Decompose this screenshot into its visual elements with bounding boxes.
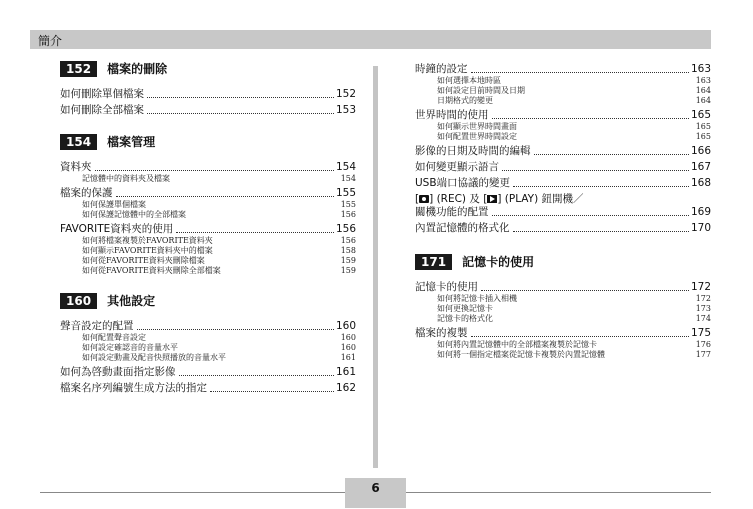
toc-entry-format[interactable]: 內置記憶體的格式化 170 xyxy=(415,222,711,234)
toc-subentry[interactable] xyxy=(415,96,711,106)
subentry-label: 日期格式的變更 xyxy=(437,96,493,105)
toc-subentry[interactable] xyxy=(415,294,711,304)
subentry-page: 156 xyxy=(340,210,356,219)
toc-subentry[interactable] xyxy=(415,86,711,96)
toc-entry[interactable] xyxy=(415,326,711,340)
dot-leader xyxy=(95,170,334,171)
subentry-label: 如何將一個指定檔案從記憶卡複製於內置記憶體 xyxy=(437,350,605,359)
toc-subentry[interactable] xyxy=(60,210,356,220)
toc-subentry[interactable] xyxy=(60,333,356,343)
entry-page: 154 xyxy=(335,161,356,173)
toc-subentry[interactable] xyxy=(415,340,711,350)
page-number-tab xyxy=(345,478,406,508)
subentry-label: 如何保護記憶體中的全部檔案 xyxy=(82,210,186,219)
play-icon xyxy=(487,195,497,203)
rec-play-line2: 關機功能的配置 xyxy=(415,206,489,218)
dot-leader xyxy=(492,215,689,216)
entry-page: 167 xyxy=(690,161,711,173)
page-header xyxy=(30,30,711,49)
subentry-label: 如何將記憶卡插入相機 xyxy=(437,294,517,303)
subentry-page: 159 xyxy=(340,256,356,265)
subentry-label: 如何配置聲音設定 xyxy=(82,333,146,342)
subentry-label: 如何從FAVORITE資料夾刪除全部檔案 xyxy=(82,266,221,275)
section-badge: 152 xyxy=(60,61,97,77)
toc-entry[interactable] xyxy=(60,186,356,200)
subentry-label: 如何設定確認音的音量水平 xyxy=(82,343,178,352)
section-badge: 160 xyxy=(60,293,97,309)
page-number: 6 xyxy=(371,481,380,495)
entry-label: 如何為啓動畫面指定影像 xyxy=(60,366,176,378)
dot-leader xyxy=(116,196,334,197)
entry-page: 156 xyxy=(335,223,356,235)
dot-leader xyxy=(176,232,334,233)
subentry-page: 172 xyxy=(695,294,711,303)
subentry-page: 155 xyxy=(340,200,356,209)
subentry-label: 如何從FAVORITE資料夾刪除檔案 xyxy=(82,256,205,265)
toc-subentry[interactable] xyxy=(60,266,356,276)
subentry-page: 173 xyxy=(695,304,711,313)
section-title: 檔案管理 xyxy=(107,135,156,149)
dot-leader xyxy=(179,375,334,376)
entry-page: 172 xyxy=(690,281,711,293)
section-gap xyxy=(60,276,356,292)
subentry-page: 176 xyxy=(695,340,711,349)
toc-subentry[interactable] xyxy=(415,350,711,360)
footer-rule-left xyxy=(40,492,345,493)
subentry-label: 如何設定目前時間及日期 xyxy=(437,86,525,95)
subentry-page: 160 xyxy=(340,333,356,342)
toc-entry[interactable] xyxy=(60,381,356,395)
subentry-label: 如何配置世界時間設定 xyxy=(437,132,517,141)
section-heading xyxy=(60,133,356,150)
dot-leader xyxy=(471,336,689,337)
dot-leader xyxy=(502,170,689,171)
entry-page: 169 xyxy=(690,206,711,218)
section-badge: 171 xyxy=(415,254,452,270)
toc-subentry[interactable] xyxy=(60,174,356,184)
toc-entry[interactable] xyxy=(415,160,711,174)
subentry-label: 如何顯示世界時間畫面 xyxy=(437,122,517,131)
entry-page: 166 xyxy=(690,145,711,157)
subentry-page: 165 xyxy=(695,122,711,131)
toc-entry[interactable] xyxy=(60,160,356,174)
dot-leader xyxy=(147,97,334,98)
toc-entry[interactable] xyxy=(60,365,356,379)
dot-leader xyxy=(471,72,689,73)
subentry-page: 154 xyxy=(340,174,356,183)
section-title: 檔案的刪除 xyxy=(107,62,168,76)
header-title: 簡介 xyxy=(38,34,63,48)
dot-leader xyxy=(534,154,689,155)
toc-entry[interactable] xyxy=(415,108,711,122)
toc-subentry[interactable] xyxy=(60,246,356,256)
section-title: 記憶卡的使用 xyxy=(462,255,535,269)
entry-label: 時鐘的設定 xyxy=(415,63,468,75)
section-heading xyxy=(60,60,356,77)
subentry-page: 177 xyxy=(695,350,711,359)
entry-page: 160 xyxy=(335,320,356,332)
toc-subentry[interactable] xyxy=(415,132,711,142)
entry-page: 163 xyxy=(690,63,711,75)
toc-entry[interactable] xyxy=(415,176,711,190)
right-column xyxy=(415,60,711,360)
entry-page: 161 xyxy=(335,366,356,378)
section-badge: 154 xyxy=(60,134,97,150)
dot-leader xyxy=(513,231,689,232)
column-divider xyxy=(373,66,378,468)
entry-label: 影像的日期及時間的編輯 xyxy=(415,145,531,157)
dot-leader xyxy=(481,290,689,291)
entry-page: 168 xyxy=(690,177,711,189)
subentry-page: 161 xyxy=(340,353,356,362)
subentry-label: 如何保護單個檔案 xyxy=(82,200,146,209)
subentry-label: 如何設定動畫及配音快照播放的音量水平 xyxy=(82,353,226,362)
subentry-label: 記憶體中的資料夾及檔案 xyxy=(82,174,170,183)
subentry-page: 156 xyxy=(340,236,356,245)
entry-label: 檔案的複製 xyxy=(415,327,468,339)
subentry-label: 記憶卡的格式化 xyxy=(437,314,493,323)
toc-subentry[interactable] xyxy=(60,200,356,210)
entry-page: 165 xyxy=(690,109,711,121)
toc-entry[interactable] xyxy=(415,280,711,294)
entry-label: 檔案的保護 xyxy=(60,187,113,199)
entry-label: 如何刪除全部檔案 xyxy=(60,104,144,116)
section-title: 其他設定 xyxy=(107,294,156,308)
entry-label: USB端口協議的變更 xyxy=(415,177,511,189)
dot-leader xyxy=(210,391,334,392)
camera-icon xyxy=(419,195,429,203)
section-heading xyxy=(60,292,356,309)
subentry-page: 160 xyxy=(340,343,356,352)
subentry-page: 163 xyxy=(695,76,711,85)
dot-leader xyxy=(137,329,334,330)
entry-label: 記憶卡的使用 xyxy=(415,281,478,293)
toc-subentry[interactable] xyxy=(60,343,356,353)
entry-label: 如何刪除單個檔案 xyxy=(60,88,144,100)
entry-label: 如何變更顯示語言 xyxy=(415,161,499,173)
entry-page: 155 xyxy=(335,187,356,199)
dot-leader xyxy=(513,186,689,187)
section-heading xyxy=(415,253,711,270)
toc-subentry[interactable] xyxy=(415,76,711,86)
entry-label: 聲音設定的配置 xyxy=(60,320,134,332)
toc-entry[interactable] xyxy=(60,222,356,236)
entry-label: 世界時間的使用 xyxy=(415,109,489,121)
subentry-label: 如何顯示FAVORITE資料夾中的檔案 xyxy=(82,246,213,255)
entry-label: FAVORITE資料夾的使用 xyxy=(60,223,174,235)
toc-subentry[interactable] xyxy=(415,122,711,132)
subentry-page: 158 xyxy=(340,246,356,255)
entry-page: 153 xyxy=(335,104,356,116)
toc-entry[interactable] xyxy=(60,319,356,333)
toc-subentry[interactable] xyxy=(60,256,356,266)
subentry-label: 如何選擇本地時區 xyxy=(437,76,501,85)
dot-leader xyxy=(147,113,334,114)
left-column xyxy=(60,60,356,395)
subentry-page: 164 xyxy=(695,96,711,105)
subentry-label: 如何更換記憶卡 xyxy=(437,304,493,313)
toc-entry[interactable] xyxy=(415,62,711,76)
rec-play-line1: [ ] (REC) 及 [ ] (PLAY) 鈕開機／ xyxy=(415,193,584,205)
toc-entry[interactable] xyxy=(415,144,711,158)
section-gap xyxy=(60,117,356,133)
subentry-page: 174 xyxy=(695,314,711,323)
toc-entry[interactable] xyxy=(60,103,356,117)
subentry-label: 如何將內置記憶體中的全部檔案複製於記憶卡 xyxy=(437,340,597,349)
toc-subentry[interactable] xyxy=(60,236,356,246)
dot-leader xyxy=(492,118,689,119)
entry-page: 162 xyxy=(335,382,356,394)
entry-label: 檔案名序列編號生成方法的指定 xyxy=(60,382,207,394)
toc-subentry[interactable] xyxy=(415,314,711,324)
entry-label: 資料夾 xyxy=(60,161,92,173)
subentry-page: 165 xyxy=(695,132,711,141)
footer-rule-right xyxy=(406,492,711,493)
subentry-page: 159 xyxy=(340,266,356,275)
entry-page: 175 xyxy=(690,327,711,339)
toc-entry-rec-play[interactable] xyxy=(415,193,711,219)
subentry-label: 如何將檔案複製於FAVORITE資料夾 xyxy=(82,236,213,245)
entry-page: 152 xyxy=(335,88,356,100)
toc-subentry[interactable] xyxy=(415,304,711,314)
toc-subentry[interactable] xyxy=(60,353,356,363)
subentry-page: 164 xyxy=(695,86,711,95)
toc-entry[interactable] xyxy=(60,87,356,101)
